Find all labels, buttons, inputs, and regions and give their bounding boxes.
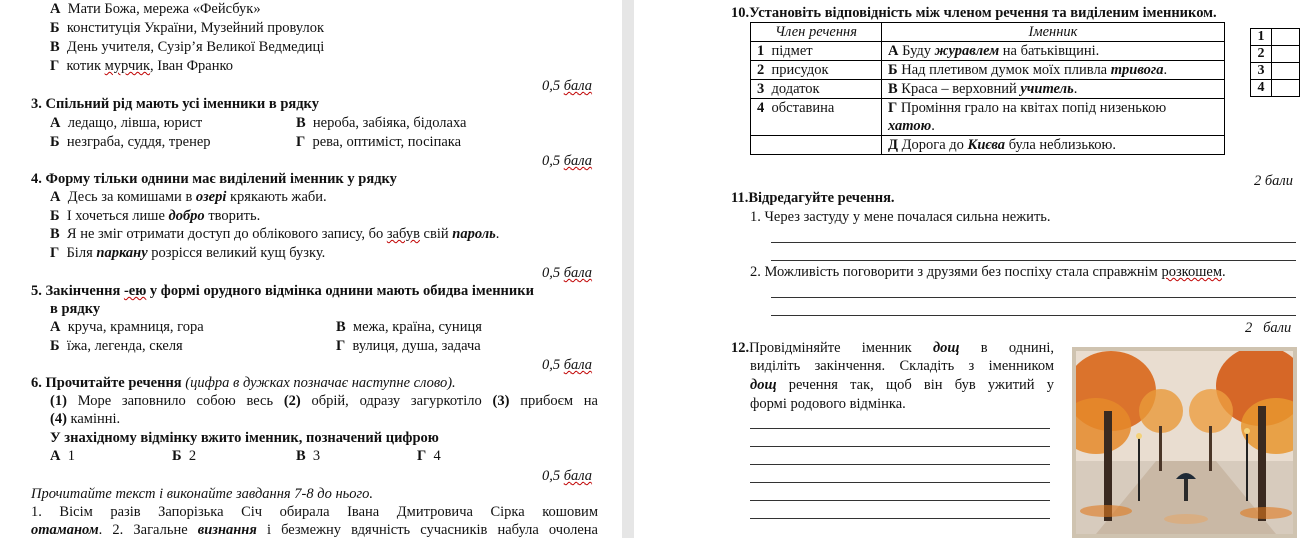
q10-answer-grid xyxy=(1250,28,1300,97)
q10-title: 10.Установіть відповідність між членом речення та виділеним іменником. xyxy=(731,5,1217,21)
q4-option-d: Г Біля паркану розрісся великий кущ бузку. xyxy=(50,245,326,261)
q6-question: У знахідному відмінку вжито іменник, позначений цифрою xyxy=(50,430,439,446)
answer-line[interactable] xyxy=(771,260,1296,261)
noun-cell: В Краса – верховний учитель. xyxy=(882,80,1225,99)
answer-cell[interactable] xyxy=(1272,46,1300,63)
q5-title-line2: в рядку xyxy=(50,301,101,317)
q4-option-b: Б І хочеться лише добро творить. xyxy=(50,208,261,224)
q6-sentence-cont: (4) камінні. xyxy=(50,411,121,427)
answer-cell[interactable] xyxy=(1272,80,1300,97)
answer-line[interactable] xyxy=(750,464,1050,465)
q4-option-a: А Десь за комишами в озері крякають жаби. xyxy=(50,189,327,205)
q6-option-a: А 1 xyxy=(50,448,75,464)
q5-option-b: Б їжа, легенда, скеля xyxy=(50,338,183,354)
autumn-rain-painting xyxy=(1072,347,1297,538)
answer-line[interactable] xyxy=(750,428,1050,429)
q2-option-b: Б конституція України, Музейний провулок xyxy=(50,20,325,36)
q10-col1-header: Член речення xyxy=(751,23,882,42)
q11-title: 11.Відредагуйте речення. xyxy=(731,190,895,206)
member-cell xyxy=(751,136,882,155)
q6-option-b: Б 2 xyxy=(172,448,197,464)
answer-line[interactable] xyxy=(750,500,1050,501)
member-cell: 1 підмет xyxy=(751,42,882,61)
q12-line-2: виділіть закінчення. Складіть з іменником xyxy=(750,358,1054,374)
table-row xyxy=(751,99,1225,136)
q10-match-table xyxy=(750,22,1225,155)
q6-title: 6. Прочитайте речення (цифра в дужках позначає наступне слово). xyxy=(31,375,456,391)
right-page xyxy=(634,0,1306,538)
member-cell: 2 присудок xyxy=(751,61,882,80)
score-q10: 2 бали xyxy=(1254,173,1293,189)
answer-label: 1 xyxy=(1251,29,1272,46)
answer-line[interactable] xyxy=(771,297,1296,298)
score-q2: 0,5 бала xyxy=(542,78,593,94)
noun-cell: Д Дорога до Києва була неблизькою. xyxy=(882,136,1225,155)
score-q11: 2 бали xyxy=(1245,320,1292,336)
score-q5: 0,5 бала xyxy=(542,357,593,373)
q3-option-b: Б незграба, суддя, тренер xyxy=(50,134,211,150)
answer-cell[interactable] xyxy=(1272,63,1300,80)
noun-cell: Б Над плетивом думок моїх пливла тривога. xyxy=(882,61,1225,80)
q11-item-2: 2. Можливість поговорити з друзями без поспіху стала справжнім розкошем. xyxy=(750,264,1226,280)
q12-line-1: 12.Провідміняйте іменник дощ в однині, xyxy=(731,340,1054,356)
member-cell: 3 додаток xyxy=(751,80,882,99)
q3-option-c: В нероба, забіяка, бідолаха xyxy=(296,115,467,131)
answer-label: 4 xyxy=(1251,80,1272,97)
answer-label: 2 xyxy=(1251,46,1272,63)
q10-col2-header: Іменник xyxy=(882,23,1225,42)
score-q3: 0,5 бала xyxy=(542,153,593,169)
text-line-2: отаманом. 2. Загальне визнання і безмежну вдячність сучасників набула очолена xyxy=(31,522,598,538)
q3-option-a: А ледащо, лівша, юрист xyxy=(50,115,203,131)
q6-option-d: Г 4 xyxy=(417,448,441,464)
answer-label: 3 xyxy=(1251,63,1272,80)
text-intro: Прочитайте текст і виконайте завдання 7-8 до нього. xyxy=(31,486,374,502)
noun-cell: Г Проміння грало на квітах попід низенькою хатою. xyxy=(882,99,1225,136)
q2-option-a: А Мати Божа, мережа «Фейсбук» xyxy=(50,1,261,17)
q6-option-c: В 3 xyxy=(296,448,321,464)
member-cell: 4 обставина xyxy=(751,99,882,136)
score-q4: 0,5 бала xyxy=(542,265,593,281)
q2-option-c: В День учителя, Сузір’я Великої Ведмедиці xyxy=(50,39,325,55)
answer-line[interactable] xyxy=(750,482,1050,483)
q2-option-d: Г котик мурчик, Іван Франко xyxy=(50,58,234,74)
table-row xyxy=(751,136,1225,155)
q3-option-d: Г рева, оптиміст, посіпака xyxy=(296,134,462,150)
q3-title: 3. Спільний рід мають усі іменники в рядку xyxy=(31,96,319,112)
q12-line-3: дощ речення так, щоб він був ужитий у xyxy=(750,377,1054,393)
noun-cell: А Буду журавлем на батьківщині. xyxy=(882,42,1225,61)
left-page xyxy=(0,0,622,538)
answer-line[interactable] xyxy=(771,242,1296,243)
table-row xyxy=(751,61,1225,80)
answer-line[interactable] xyxy=(750,446,1050,447)
q11-item-1: 1. Через застуду у мене почалася сильна нежить. xyxy=(750,209,1051,225)
q4-option-c: В Я не зміг отримати доступ до облікового запису, бо забув свій пароль. xyxy=(50,226,500,242)
text-line-1: 1. Вісім разів Запорізька Січ обирала Івана Дмитровича Сірка кошовим xyxy=(31,504,598,520)
q12-line-4: формі родового відмінка. xyxy=(750,396,906,412)
q5-option-d: Г вулиця, душа, задача xyxy=(336,338,481,354)
table-row xyxy=(751,42,1225,61)
answer-line[interactable] xyxy=(750,518,1050,519)
q4-title: 4. Форму тільки однини має виділений іменник у рядку xyxy=(31,171,397,187)
q6-sentence: (1) Море заповнило собою весь (2) обрій, одразу загуркотіло (3) прибоєм на xyxy=(50,393,598,409)
answer-line[interactable] xyxy=(771,315,1296,316)
table-row xyxy=(751,80,1225,99)
answer-cell[interactable] xyxy=(1272,29,1300,46)
score-q6: 0,5 бала xyxy=(542,468,593,484)
autumn-park-illustration xyxy=(1076,351,1293,534)
q5-option-a: А круча, крамниця, гора xyxy=(50,319,204,335)
q5-title: 5. Закінчення -ею у формі орудного відмінка однини мають обидва іменники xyxy=(31,283,534,299)
q5-option-c: В межа, країна, суниця xyxy=(336,319,482,335)
